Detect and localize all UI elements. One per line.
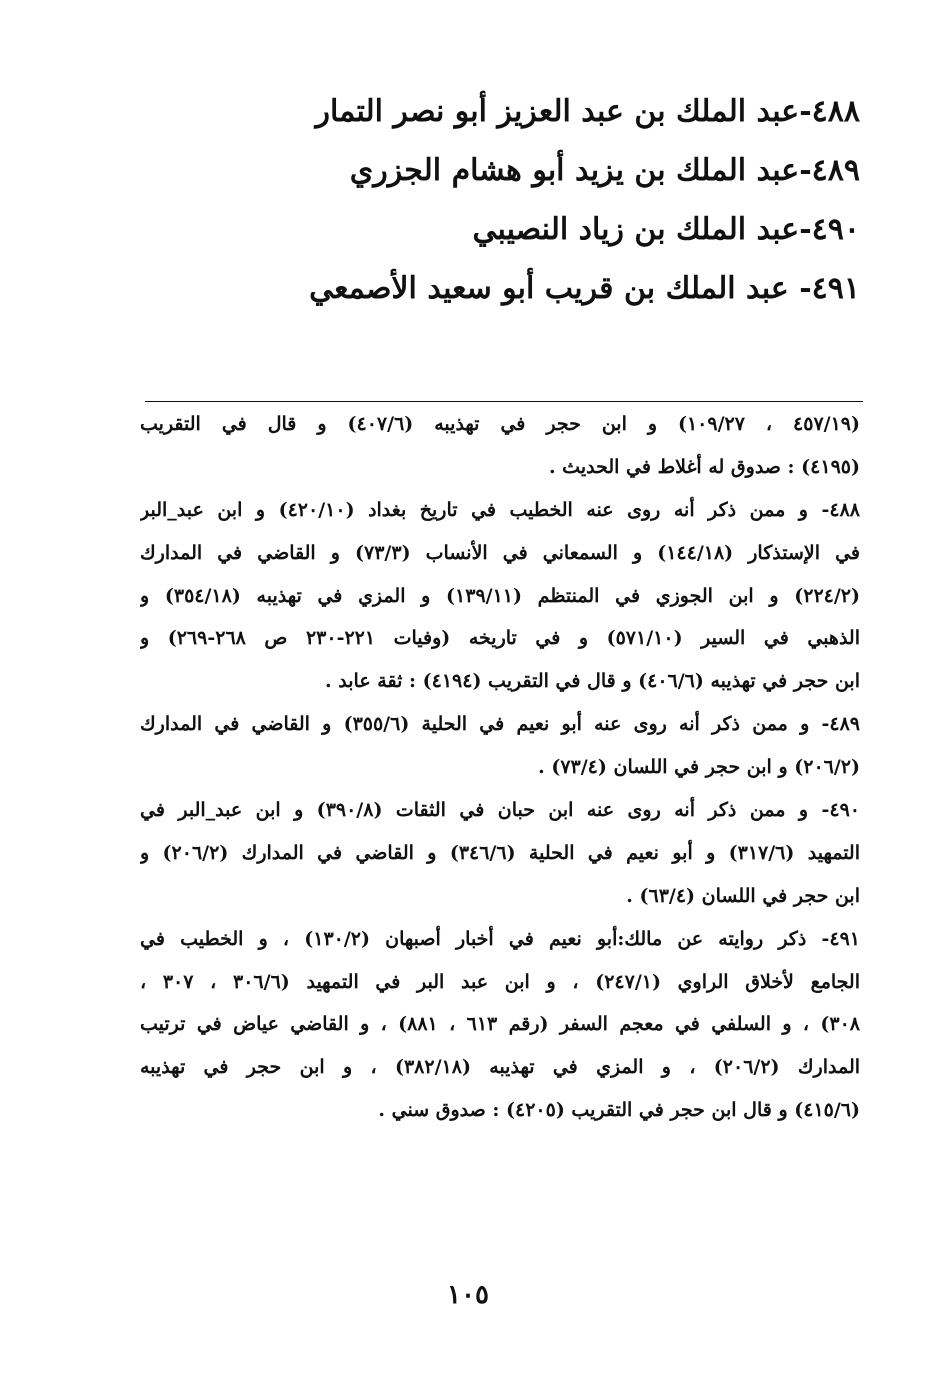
entry-heading-489: ٤٨٩-عبد الملك بن يزيد أبو هشام الجزري <box>349 153 860 188</box>
entry-heading-491: ٤٩١- عبد الملك بن قريب أبو سعيد الأصمعي <box>309 271 860 306</box>
footnote-line: (٢٢٤/٢) و ابن الجوزي في المنتظم (١٣٩/١١) و المزي في تهذيبه (٣٥٤/١٨) و <box>140 584 860 607</box>
page-number: ١٠٥ <box>447 1280 489 1310</box>
footnote-line: في الإستذكار (١٤٤/١٨) و السمعاني في الأنساب (٧٣/٣) و القاضي في المدارك <box>140 541 860 564</box>
footnote-line: (٤١٩٥) : صدوق له أغلاط في الحديث . <box>548 455 860 478</box>
entry-heading-490: ٤٩٠-عبد الملك بن زياد النصيبي <box>472 212 860 247</box>
footnote-line: التمهيد (٣١٧/٦) و أبو نعيم في الحلية (٣٤٦/٦) و القاضي في المدارك (٢٠٦/٢) و <box>140 841 860 864</box>
footnote-line: ٤٨٩- و ممن ذكر أنه روى عنه أبو نعيم في الحلية (٣٥٥/٦) و القاضي في المدارك <box>140 713 860 736</box>
footnote-line: ٣٠٨) ، و السلفي في معجم السفر (رقم ٦١٣ ، ٨٨١) ، و القاضي عياض في ترتيب <box>140 1013 860 1036</box>
footnote-line: ابن حجر في اللسان (٦٣/٤) . <box>626 884 860 907</box>
footnote-line: (٤١٥/٦) و قال ابن حجر في التقريب (٤٢٠٥) : صدوق سني . <box>378 1099 860 1122</box>
footnote-line: ابن حجر في تهذيبه (٤٠٦/٦) و قال في التقريب (٤١٩٤) : ثقة عابد . <box>325 670 860 693</box>
footnotes <box>140 403 860 1132</box>
footnote-line: المدارك (٢٠٦/٢) ، و المزي في تهذيبه (٣٨٢/١٨) ، و ابن حجر في تهذيبه <box>140 1056 860 1079</box>
entry-heading-488: ٤٨٨-عبد الملك بن عبد العزيز أبو نصر التمار <box>315 94 860 129</box>
footnote-line: (٢٠٦/٢) و ابن حجر في اللسان (٧٣/٤) . <box>538 756 860 779</box>
footnote-line: الذهبي في السير (٥٧١/١٠) و في تاريخه (وفيات ٢٢١-٢٣٠ ص ٢٦٨-٢٦٩) و <box>140 627 860 650</box>
footnote-line: ٤٨٨- و ممن ذكر أنه روى عنه الخطيب في تاريخ بغداد (٤٢٠/١٠) و ابن عبد_البر <box>140 498 860 521</box>
footnote-line: ٤٩٠- و ممن ذكر أنه روى عنه ابن حبان في الثقات (٣٩٠/٨) و ابن عبد_البر في <box>140 799 860 822</box>
footnote-line: ٤٩١- ذكر روايته عن مالك:أبو نعيم في أخبار أصبهان (١٣٠/٢) ، و الخطيب في <box>140 927 860 950</box>
footnote-divider <box>145 401 863 402</box>
footnote-line: الجامع لأخلاق الراوي (٢٤٧/١) ، و ابن عبد البر في التمهيد (٣٠٦/٦ ، ٣٠٧ ، <box>140 970 860 993</box>
entry-headings <box>100 82 860 318</box>
footnote-line: (٤٥٧/١٩ ، ١٠٩/٢٧) و ابن حجر في تهذيبه (٤٠٧/٦) و قال في التقريب <box>140 413 860 435</box>
